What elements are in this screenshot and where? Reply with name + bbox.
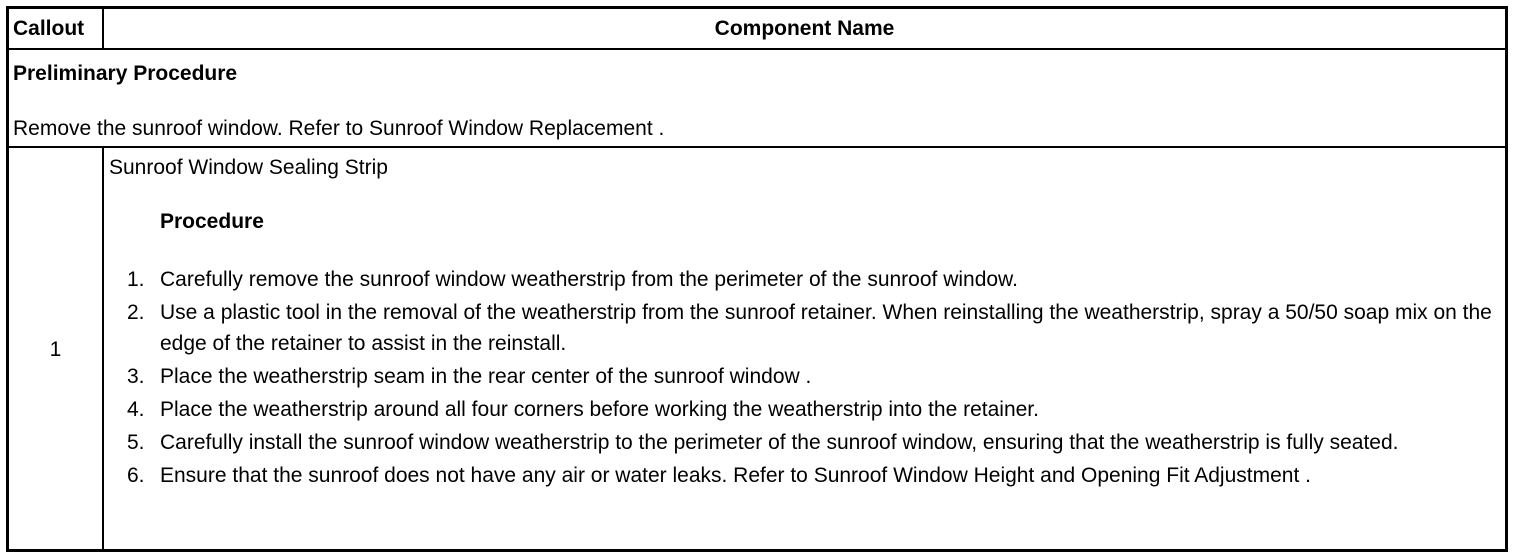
procedure-steps (109, 264, 1499, 493)
procedure-step (109, 460, 1499, 491)
component-name-header: Component Name (714, 17, 895, 40)
step-text: Use a plastic tool in the removal of the weatherstrip from the sunroof retainer. When reinstalling the weatherstrip, spray a 50/50 soap mix on the edge of the retainer to assist in the reinstall. (160, 301, 1492, 355)
step-text: Place the weatherstrip around all four corners before working the weatherstrip into the retainer. (160, 398, 1039, 421)
column-divider (102, 148, 104, 552)
preliminary-procedure-title: Preliminary Procedure (13, 62, 238, 85)
step-text: Carefully remove the sunroof window weatherstrip from the perimeter of the sunroof window. (160, 268, 1018, 291)
step-text: Ensure that the sunroof does not have any air or water leaks. Refer to Sunroof Window Height and Opening Fit Adjustment . (160, 464, 1311, 487)
component-name: Sunroof Window Sealing Strip (109, 156, 388, 179)
step-number: 2. (127, 301, 145, 324)
step-number: 1. (127, 268, 145, 291)
table-header-row (9, 9, 1505, 50)
step-number: 6. (127, 464, 145, 487)
procedure-step (109, 361, 1499, 392)
procedure-step (109, 427, 1499, 458)
preliminary-procedure-row (9, 50, 1505, 148)
step-number: 3. (127, 365, 145, 388)
procedure-title: Procedure (160, 210, 264, 233)
step-number: 5. (127, 431, 145, 454)
step-text: Place the weatherstrip seam in the rear center of the sunroof window . (160, 365, 812, 388)
callout-header: Callout (13, 17, 85, 40)
procedure-step (109, 394, 1499, 425)
component-table (6, 6, 1508, 552)
step-number: 4. (127, 398, 145, 421)
procedure-step (109, 297, 1499, 359)
preliminary-procedure-text: Remove the sunroof window. Refer to Sunroof Window Replacement . (13, 117, 665, 140)
step-text: Carefully install the sunroof window weatherstrip to the perimeter of the sunroof window, ensuring that the weatherstrip is fully seated. (160, 431, 1399, 454)
callout-number: 1 (49, 338, 62, 361)
table-row (9, 148, 1505, 552)
procedure-step (109, 264, 1499, 295)
